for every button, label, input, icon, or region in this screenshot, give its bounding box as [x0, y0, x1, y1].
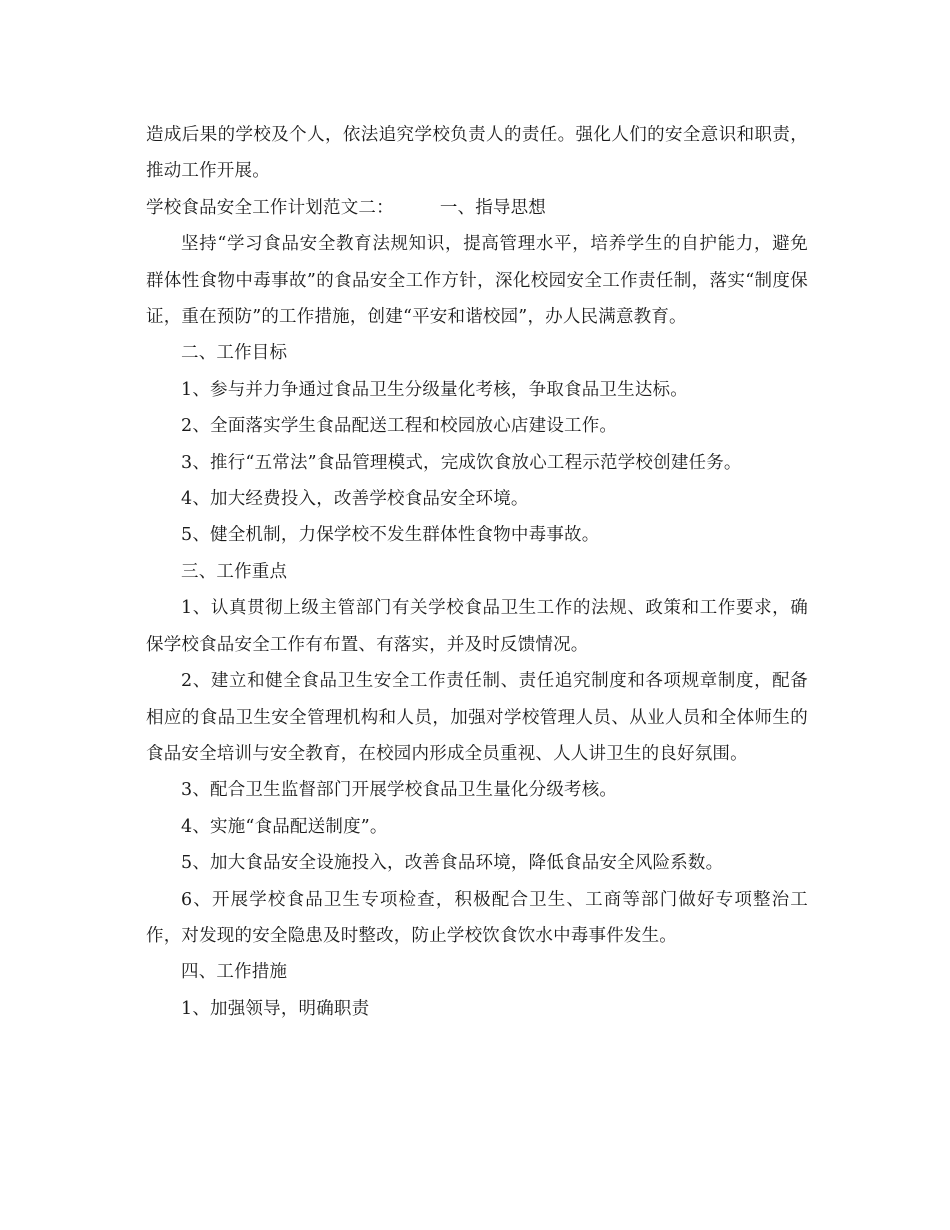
document-title: 学校食品安全工作计划范文二： — [146, 197, 394, 218]
title-line — [146, 190, 808, 226]
intro-paragraph: 造成后果的学校及个人，依法追究学校负责人的责任。强化人们的安全意识和职责，推动工作开展。 — [146, 125, 808, 182]
goal-item: 1、参与并力争通过食品卫生分级量化考核，争取食品卫生达标。 — [181, 379, 688, 400]
section-heading-measures: 四、工作措施 — [181, 962, 288, 983]
focus-item: 6、开展学校食品卫生专项检查，积极配合卫生、工商等部门做好专项整治工作，对发现的安全隐患及时整改，防止学校饮食饮水中毒事件发生。 — [146, 889, 808, 946]
goal-item: 5、健全机制，力保学校不发生群体性食物中毒事故。 — [181, 525, 600, 546]
section-heading-guiding: 一、指导思想 — [439, 197, 547, 218]
focus-item: 5、加大食品安全设施投入，改善食品环境，降低食品安全风险系数。 — [181, 853, 724, 874]
focus-item: 2、建立和健全食品卫生安全工作责任制、责任追究制度和各项规章制度，配备相应的食品卫生安全管理机构和人员，加强对学校管理人员、从业人员和全体师生的食品安全培训与安全教育，在校园内形成全员重视、人人讲卫生的良好氛围。 — [146, 671, 808, 764]
goal-item: 2、全面落实学生食品配送工程和校园放心店建设工作。 — [181, 416, 618, 437]
focus-item: 1、认真贯彻上级主管部门有关学校食品卫生工作的法规、政策和工作要求，确保学校食品安全工作有布置、有落实，并及时反馈情况。 — [146, 598, 808, 655]
section-heading-goals: 二、工作目标 — [181, 343, 288, 364]
measure-item: 1、加强领导，明确职责 — [181, 998, 370, 1019]
goal-item: 4、加大经费投入，改善学校食品安全环境。 — [181, 489, 529, 510]
title-spacer — [394, 190, 440, 226]
section-heading-focus: 三、工作重点 — [181, 561, 288, 582]
focus-item: 3、配合卫生监督部门开展学校食品卫生量化分级考核。 — [181, 780, 618, 801]
guiding-paragraph: 坚持“学习食品安全教育法规知识，提高管理水平，培养学生的自护能力，避免群体性食物中毒事故”的食品安全工作方针，深化校园安全工作责任制，落实“制度保证，重在预防”的工作措施，创建“平安和谐校园”，办人民满意教育。 — [146, 234, 808, 328]
focus-item: 4、实施“食品配送制度”。 — [181, 816, 388, 837]
goal-item: 3、推行“五常法”食品管理模式，完成饮食放心工程示范学校创建任务。 — [181, 452, 742, 473]
document-body — [146, 117, 808, 1027]
